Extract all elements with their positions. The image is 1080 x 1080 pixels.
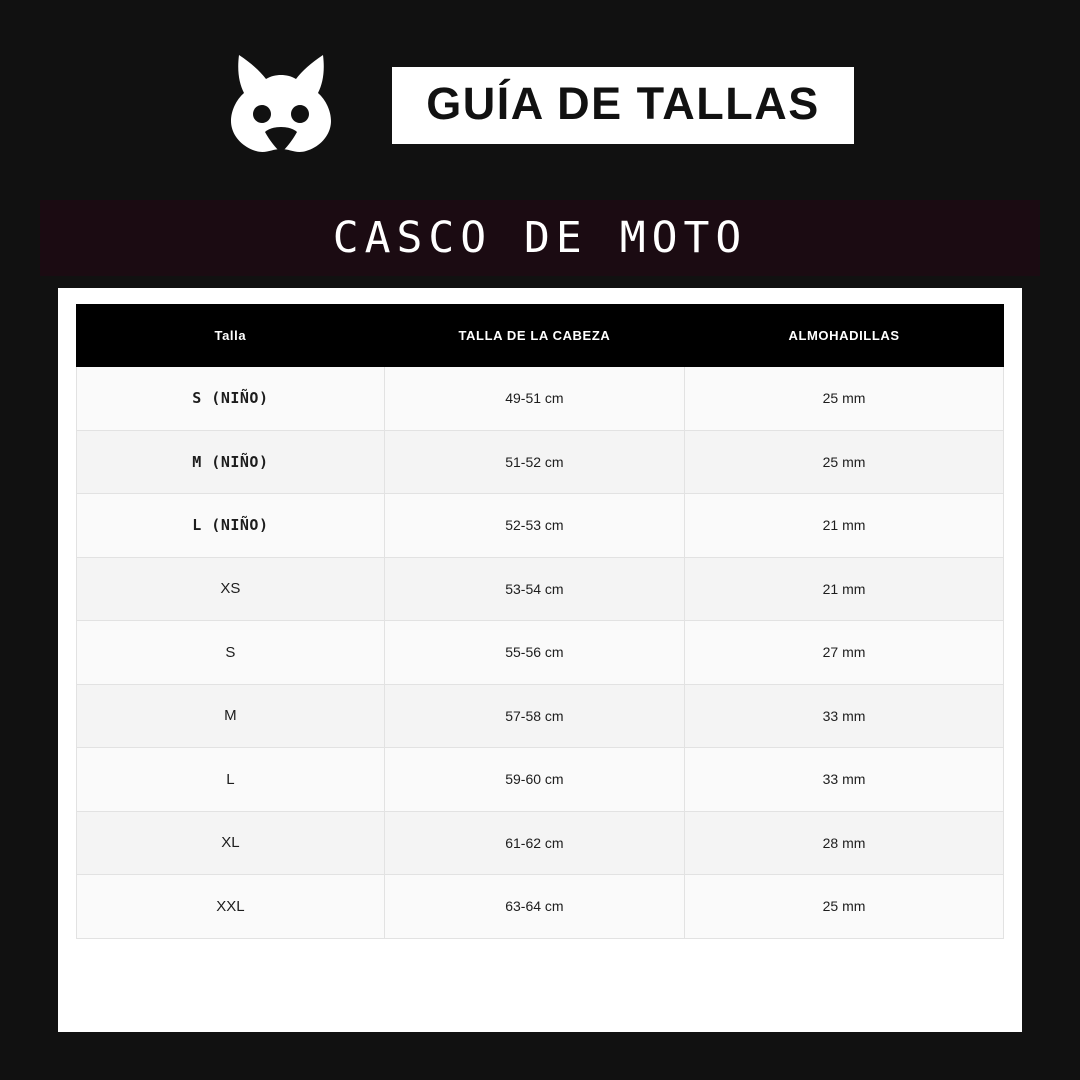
page-title: GUÍA DE TALLAS [426,77,820,129]
cell-size: S [77,621,385,685]
cell-size: M [77,684,385,748]
cell-pads: 28 mm [685,811,1004,875]
cell-pads: 25 mm [685,430,1004,494]
fox-head-icon [226,53,336,157]
cell-size: XL [77,811,385,875]
table-row [77,684,1004,748]
cell-size: M (NIÑO) [77,430,385,494]
cell-size: XXL [77,875,385,939]
header [0,40,1080,170]
table-header [77,305,1004,367]
table-row [77,557,1004,621]
column-header-pads: ALMOHADILLAS [685,305,1004,367]
cell-head-size: 49-51 cm [384,367,684,431]
size-table-card [58,288,1022,1032]
cell-pads: 21 mm [685,494,1004,558]
table-header-row [77,305,1004,367]
cell-head-size: 59-60 cm [384,748,684,812]
cell-size: L (NIÑO) [77,494,385,558]
table-row [77,621,1004,685]
table-row [77,494,1004,558]
cell-size: XS [77,557,385,621]
cell-head-size: 52-53 cm [384,494,684,558]
cell-pads: 25 mm [685,875,1004,939]
cell-head-size: 55-56 cm [384,621,684,685]
table-row [77,748,1004,812]
cell-pads: 33 mm [685,684,1004,748]
cell-head-size: 53-54 cm [384,557,684,621]
subtitle-band [40,200,1040,276]
cell-size: L [77,748,385,812]
table-row [77,811,1004,875]
table-row [77,367,1004,431]
cell-head-size: 51-52 cm [384,430,684,494]
table-row [77,875,1004,939]
cell-head-size: 63-64 cm [384,875,684,939]
subtitle: CASCO DE MOTO [332,212,748,263]
size-table [76,304,1004,939]
column-header-head-size: TALLA DE LA CABEZA [384,305,684,367]
cell-pads: 21 mm [685,557,1004,621]
table-row [77,430,1004,494]
cell-pads: 33 mm [685,748,1004,812]
cell-pads: 27 mm [685,621,1004,685]
cell-head-size: 57-58 cm [384,684,684,748]
cell-head-size: 61-62 cm [384,811,684,875]
table-body [77,367,1004,939]
column-header-size: Talla [77,305,385,367]
page-title-box [392,67,853,144]
cell-pads: 25 mm [685,367,1004,431]
cell-size: S (NIÑO) [77,367,385,431]
